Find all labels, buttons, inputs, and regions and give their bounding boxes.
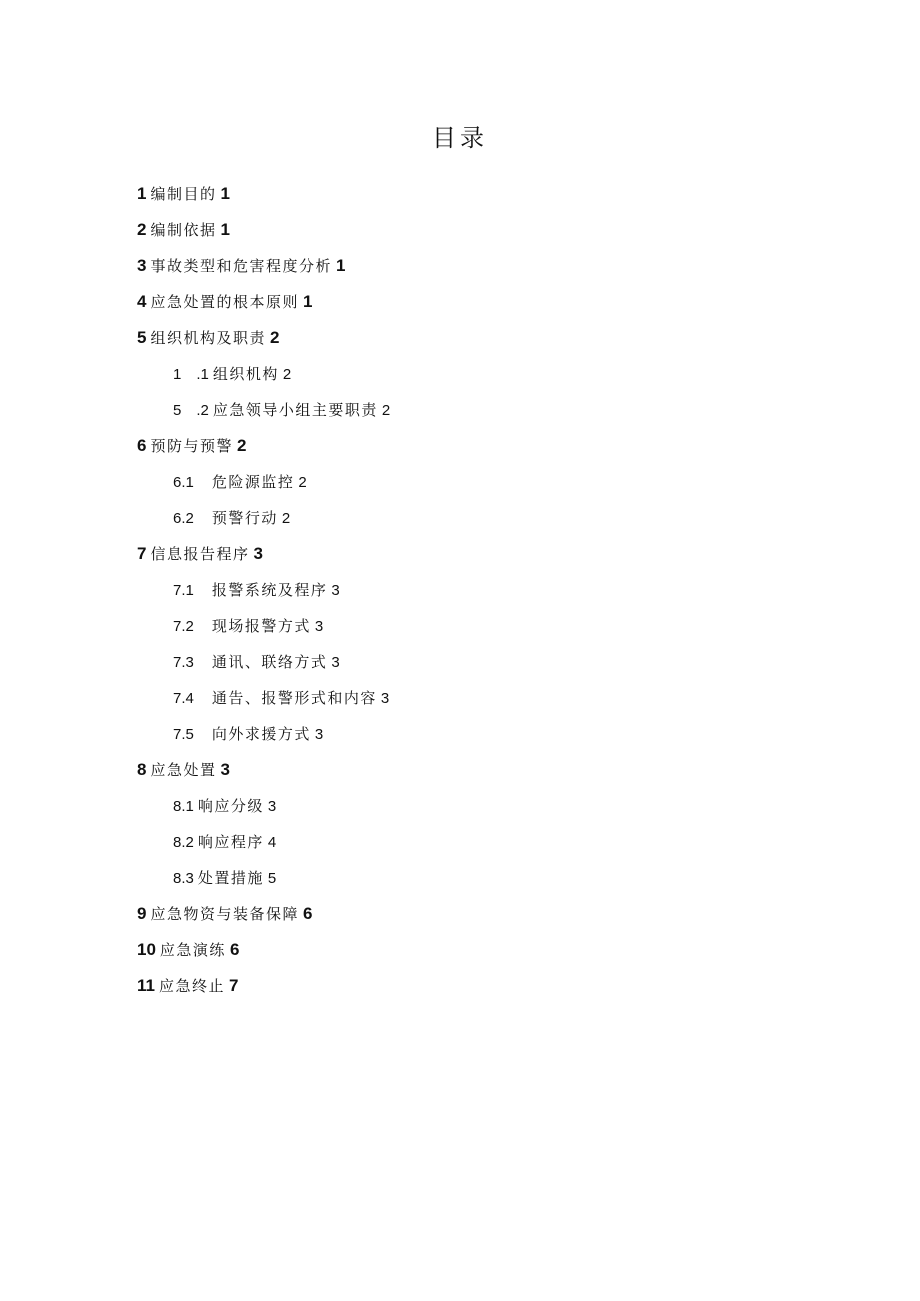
toc-subentry-text: 响应程序	[197, 833, 264, 851]
toc-subentry-text: 处置措施	[197, 869, 264, 887]
toc-subentry-number: 7.1	[173, 582, 194, 599]
toc-entry-text: 事故类型和危害程度分析	[150, 257, 332, 275]
toc-entry[interactable]	[0, 252, 920, 288]
toc-entry-text: 应急处置的根本原则	[150, 293, 299, 311]
toc-subentry-page: 4	[267, 834, 277, 851]
toc-entry-number: 6	[137, 436, 147, 455]
toc-subentry[interactable]	[0, 792, 920, 828]
toc-subentry-text: 通讯、联络方式	[211, 653, 328, 671]
toc-entry-text: 预防与预警	[150, 437, 233, 455]
toc-entry-number: 4	[137, 292, 147, 311]
toc-list	[0, 180, 920, 1008]
toc-subentry-number: 7.4	[173, 690, 194, 707]
toc-entry[interactable]	[0, 324, 920, 360]
toc-entry-text: 应急处置	[150, 761, 217, 779]
toc-entry-page: 1	[220, 184, 230, 203]
toc-entry-number: 1	[137, 184, 147, 203]
toc-subentry-page: 3	[267, 798, 277, 815]
toc-entry-page: 3	[253, 544, 263, 563]
toc-subentry-number: 6.1	[173, 474, 194, 491]
toc-entry-text: 编制目的	[150, 185, 217, 203]
toc-entry-text: 信息报告程序	[150, 545, 250, 563]
toc-entry[interactable]	[0, 936, 920, 972]
toc-entry-page: 6	[302, 904, 313, 923]
toc-entry-number: 11	[137, 976, 155, 995]
toc-subentry-number: 7.5	[173, 726, 194, 743]
toc-entry-text: 组织机构及职责	[150, 329, 266, 347]
toc-subentry[interactable]	[0, 720, 920, 756]
toc-subentry-number: 8.2	[173, 834, 194, 851]
toc-subentry-page: 3	[314, 618, 324, 635]
toc-entry-page: 1	[302, 292, 313, 311]
toc-subentry-page: 3	[380, 690, 390, 707]
toc-entry[interactable]	[0, 972, 920, 1008]
toc-subentry-text: 应急领导小组主要职责	[212, 401, 378, 419]
toc-entry[interactable]	[0, 180, 920, 216]
toc-subentry-page: 2	[381, 402, 391, 419]
toc-subentry-text: 组织机构	[212, 365, 279, 383]
toc-entry-page: 3	[220, 760, 230, 779]
toc-subentry[interactable]	[0, 864, 920, 900]
toc-entry-number: 2	[137, 220, 147, 239]
toc-entry-text: 应急终止	[158, 977, 225, 995]
toc-entry-number: 5	[137, 328, 147, 347]
toc-entry-text: 应急物资与装备保障	[150, 905, 299, 923]
toc-entry-page: 1	[220, 220, 230, 239]
toc-subentry[interactable]	[0, 576, 920, 612]
toc-subentry-number: 5 .2	[173, 402, 209, 419]
toc-subentry-number: 7.3	[173, 654, 194, 671]
toc-entry[interactable]	[0, 900, 920, 936]
toc-subentry-text: 现场报警方式	[211, 617, 311, 635]
toc-subentry-number: 6.2	[173, 510, 194, 527]
toc-subentry-text: 报警系统及程序	[211, 581, 328, 599]
toc-entry-text: 应急演练	[159, 941, 226, 959]
toc-subentry-number: 8.3	[173, 870, 194, 887]
toc-entry-number: 9	[137, 904, 147, 923]
toc-subentry-page: 2	[281, 510, 291, 527]
toc-subentry-text: 预警行动	[211, 509, 278, 527]
toc-subentry-number: 1 .1	[173, 366, 209, 383]
toc-subentry[interactable]	[0, 396, 920, 432]
toc-subentry-page: 3	[331, 582, 340, 599]
toc-subentry-page: 5	[267, 870, 277, 887]
toc-subentry[interactable]	[0, 648, 920, 684]
toc-subentry[interactable]	[0, 360, 920, 396]
toc-entry[interactable]	[0, 432, 920, 468]
toc-entry-page: 2	[269, 328, 280, 347]
toc-subentry-text: 通告、报警形式和内容	[211, 689, 377, 707]
toc-subentry[interactable]	[0, 684, 920, 720]
toc-subentry[interactable]	[0, 612, 920, 648]
toc-entry-number: 3	[137, 256, 147, 275]
toc-entry-number: 8	[137, 760, 147, 779]
toc-entry-number: 10	[137, 940, 156, 959]
toc-subentry-page: 2	[298, 474, 307, 491]
toc-entry-page: 1	[335, 256, 346, 275]
toc-entry[interactable]	[0, 756, 920, 792]
toc-title: 目录	[432, 124, 488, 152]
toc-entry[interactable]	[0, 288, 920, 324]
toc-entry-number: 7	[137, 544, 147, 563]
toc-subentry[interactable]	[0, 828, 920, 864]
toc-entry[interactable]	[0, 540, 920, 576]
toc-subentry-text: 危险源监控	[211, 473, 295, 491]
toc-subentry-page: 3	[314, 726, 324, 743]
toc-entry-page: 2	[236, 436, 247, 455]
toc-subentry-page: 3	[331, 654, 340, 671]
toc-entry-page: 7	[229, 976, 239, 995]
toc-subentry-page: 2	[282, 366, 292, 383]
toc-subentry-text: 向外求援方式	[211, 725, 311, 743]
toc-subentry-number: 8.1	[173, 798, 194, 815]
toc-entry-text: 编制依据	[150, 221, 217, 239]
toc-subentry[interactable]	[0, 504, 920, 540]
toc-subentry-text: 响应分级	[197, 797, 264, 815]
toc-subentry[interactable]	[0, 468, 920, 504]
toc-entry-page: 6	[229, 940, 240, 959]
toc-subentry-number: 7.2	[173, 618, 194, 635]
toc-entry[interactable]	[0, 216, 920, 252]
